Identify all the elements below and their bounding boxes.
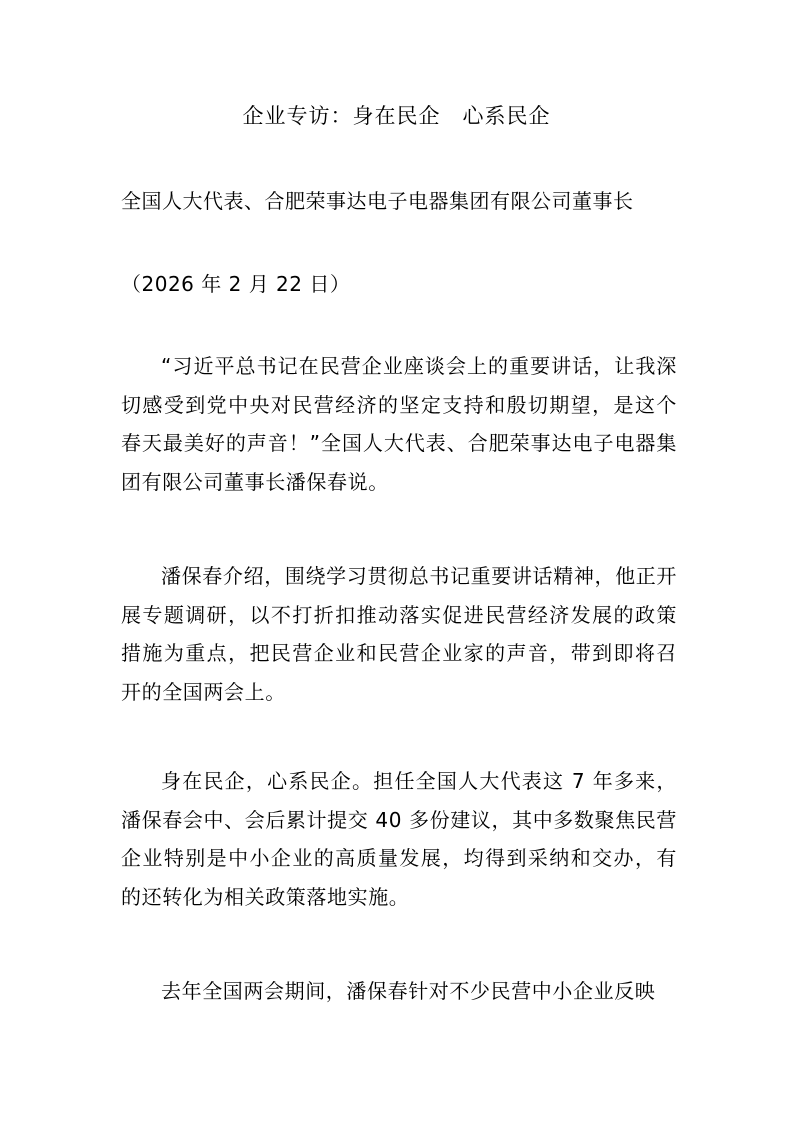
document-date: （2026 年 2 月 22 日）: [121, 272, 351, 296]
document-title: 企业专访：身在民企 心系民企: [242, 104, 551, 128]
document-subtitle: 全国人大代表、合肥荣事达电子电器集团有限公司董事长: [121, 189, 634, 213]
body-paragraph-2: 潘保春介绍，围绕学习贯彻总书记重要讲话精神，他正开展专题调研，以不打折扣推动落实促进民营经济发展的政策措施为重点，把民营企业和民营企业家的声音，带到即将召开的全国两会上。: [121, 564, 677, 704]
body-paragraph-1: “习近平总书记在民营企业座谈会上的重要讲话，让我深切感受到党中央对民营经济的坚定支持和殷切期望，是这个春天最美好的声音！”全国人大代表、合肥荣事达电子电器集团有限公司董事长潘保春说。: [121, 354, 677, 494]
body-paragraph-3: 身在民企，心系民企。担任全国人大代表这 7 年多来，潘保春会中、会后累计提交 40 多份建议，其中多数聚焦民营企业特别是中小企业的高质量发展，均得到采纳和交办，有的还转化为相关政策落地实施。: [121, 769, 677, 909]
body-paragraph-4: 去年全国两会期间，潘保春针对不少民营中小企业反映: [161, 979, 656, 1003]
